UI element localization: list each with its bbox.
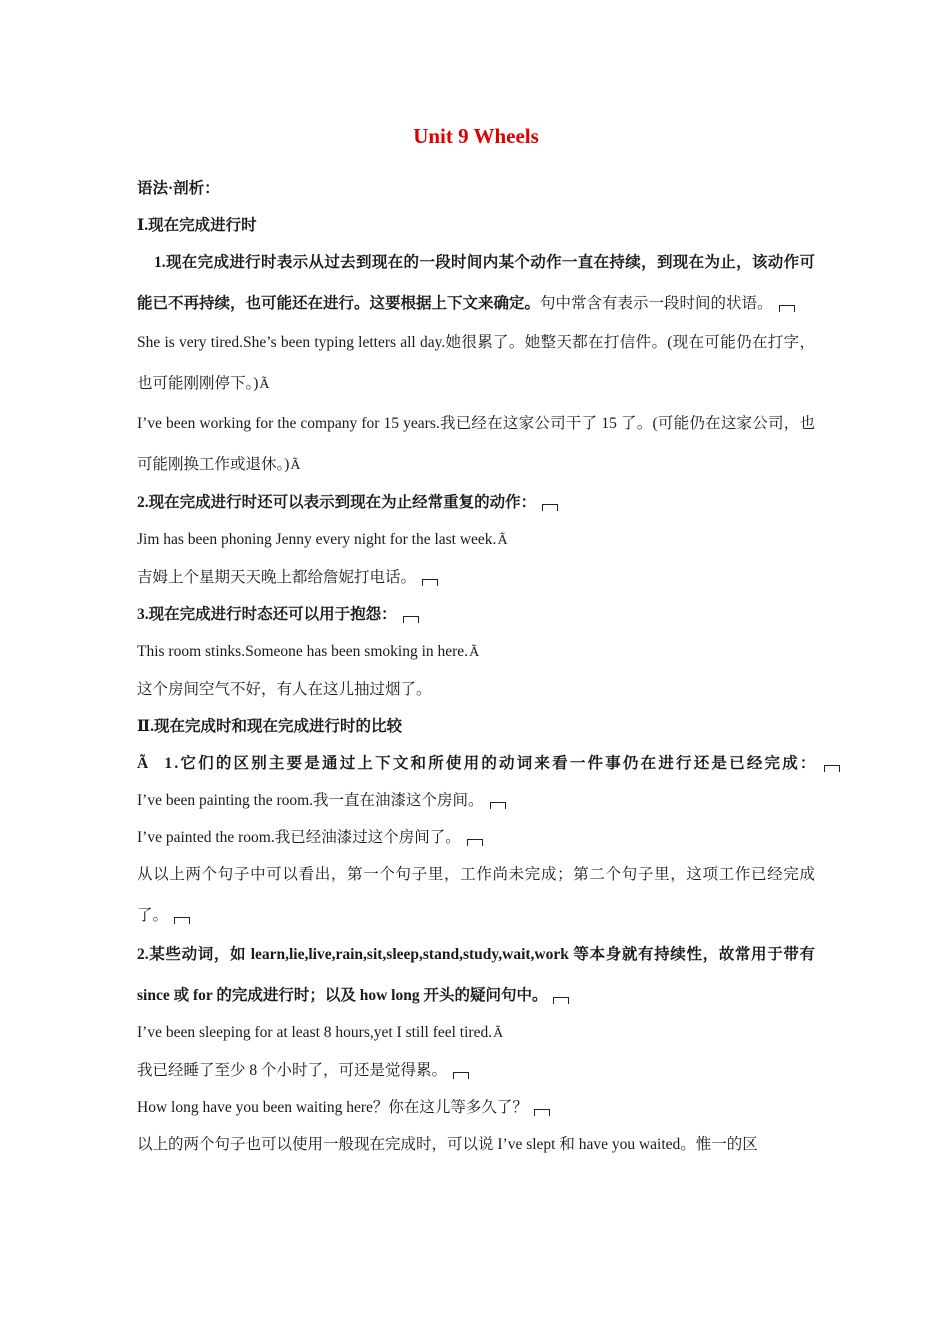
example-8-cn bbox=[137, 1052, 815, 1089]
example-9 bbox=[137, 1089, 815, 1126]
paragraph-2-text: 2.现在完成进行时还可以表示到现在为止经常重复的动作： bbox=[137, 494, 537, 511]
paragraph-5 bbox=[137, 934, 815, 1016]
example-9-text: How long have you been waiting here？你在这儿等多久了？ bbox=[137, 1099, 528, 1116]
example-6-text: I’ve painted the room.我已经油漆过这个房间了。 bbox=[137, 829, 461, 846]
bracket-mark-icon bbox=[824, 765, 840, 772]
example-3-cn-text: 吉姆上个星期天天晚上都给詹妮打电话。 bbox=[137, 569, 417, 586]
bracket-mark-icon bbox=[467, 839, 483, 846]
example-8 bbox=[137, 1014, 815, 1052]
paragraph-2 bbox=[137, 484, 815, 521]
section-label: 语法·剖析： bbox=[137, 180, 220, 197]
glyph-mark: Ã bbox=[497, 533, 508, 548]
bullet-glyph: Ã bbox=[137, 755, 151, 772]
paragraph-1-normal: 句中常含有表示一段时间的状语。 bbox=[540, 295, 773, 312]
example-1 bbox=[137, 322, 815, 405]
heading-1: Ⅰ.现在完成进行时 bbox=[137, 217, 257, 234]
paragraph-3-text: 3.现在完成进行时态还可以用于抱怨： bbox=[137, 606, 397, 623]
glyph-mark: Ã bbox=[493, 1026, 504, 1041]
bracket-mark-icon bbox=[403, 616, 419, 623]
example-4 bbox=[137, 633, 815, 671]
example-2-text: I’ve been working for the company for 15 years.我已经在这家公司干了 15 了。(可能仍在这家公司，也可能刚换工作或退休。) bbox=[137, 415, 815, 473]
paragraph-4 bbox=[137, 745, 818, 782]
example-7 bbox=[137, 854, 815, 936]
paragraph-1-bold: 1.现在完成进行时表示从过去到现在的一段时间内某个动作一直在持续，到现在为止，该动作可能已不再持续，也可能还在进行。这要根据上下文来确定。 bbox=[137, 254, 815, 312]
document-title: Unit 9 Wheels bbox=[413, 124, 539, 148]
paragraph-5-text: 2.某些动词，如 learn,lie,live,rain,sit,sleep,stand,study,wait,work 等本身就有持续性，故常用于带有 since 或 for 的完成进行时；以及 how long 开头的疑问句中。 bbox=[137, 946, 815, 1004]
bracket-mark-icon bbox=[542, 504, 558, 511]
glyph-mark: Ã bbox=[259, 377, 270, 392]
glyph-mark: Ã bbox=[469, 645, 480, 660]
example-10: 以上的两个句子也可以使用一般现在完成时，可以说 I’ve slept 和 have you waited。惟一的区 bbox=[137, 1136, 758, 1153]
heading-2: Ⅱ.现在完成时和现在完成进行时的比较 bbox=[137, 718, 402, 735]
bracket-mark-icon bbox=[490, 802, 506, 809]
example-3-cn bbox=[137, 559, 815, 596]
paragraph-3 bbox=[137, 596, 815, 633]
example-8-cn-text: 我已经睡了至少 8 个小时了，可还是觉得累。 bbox=[137, 1062, 448, 1079]
example-8-text: I’ve been sleeping for at least 8 hours,yet I still feel tired. bbox=[137, 1024, 493, 1041]
example-2 bbox=[137, 403, 815, 486]
bracket-mark-icon bbox=[174, 917, 190, 924]
example-3 bbox=[137, 521, 815, 559]
example-4-text: This room stinks.Someone has been smoking in here. bbox=[137, 643, 469, 660]
example-4-cn: 这个房间空气不好，有人在这儿抽过烟了。 bbox=[137, 681, 432, 698]
example-5 bbox=[137, 782, 815, 819]
bracket-mark-icon bbox=[422, 579, 438, 586]
example-7-text: 从以上两个句子中可以看出，第一个句子里，工作尚未完成；第二个句子里，这项工作已经完成了。 bbox=[137, 866, 815, 924]
glyph-mark: Ã bbox=[290, 458, 301, 473]
paragraph-4-text: 1.它们的区别主要是通过上下文和所使用的动词来看一件事仍在进行还是已经完成： bbox=[164, 755, 818, 772]
document-page bbox=[137, 118, 818, 1163]
bracket-mark-icon bbox=[779, 305, 795, 312]
paragraph-1 bbox=[137, 242, 815, 324]
bracket-mark-icon bbox=[553, 997, 569, 1004]
example-3-text: Jim has been phoning Jenny every night for the last week. bbox=[137, 531, 497, 548]
bracket-mark-icon bbox=[534, 1109, 550, 1116]
example-6 bbox=[137, 819, 815, 856]
example-5-text: I’ve been painting the room.我一直在油漆这个房间。 bbox=[137, 792, 484, 809]
example-1-text: She is very tired.She’s been typing letters all day.她很累了。她整天都在打信件。(现在可能仍在打字，也可能刚刚停下。) bbox=[137, 334, 815, 392]
bracket-mark-icon bbox=[453, 1072, 469, 1079]
